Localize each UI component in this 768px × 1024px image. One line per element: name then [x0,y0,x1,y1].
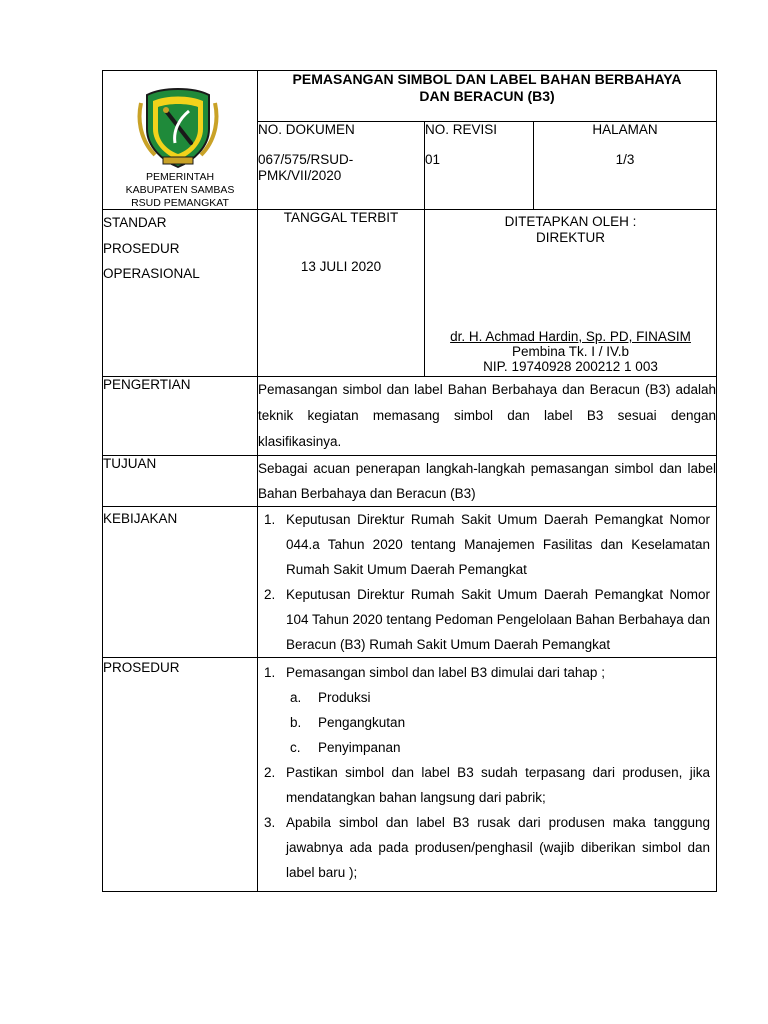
issued-date-cell [258,210,425,377]
title-line-2: DAN BERACUN (B3) [419,88,555,104]
doc-number-value-1: 067/575/RSUD- [258,152,354,167]
prosedur-step-text: Pemasangan simbol dan label B3 dimulai dari tahap ; [286,665,605,680]
substep-letter: a. [290,690,302,705]
prosedur-step [260,760,710,810]
substep-text: Produksi [318,690,371,705]
kebijakan-list [260,507,710,657]
prosedur-label: PROSEDUR [103,658,258,892]
sop-label-line-3: OPERASIONAL [103,266,200,281]
prosedur-substep [286,685,710,710]
issued-date: 13 JULI 2020 [300,259,382,274]
doc-number-value-2: PMK/VII/2020 [258,168,342,183]
kebijakan-item [260,507,710,582]
substep-text: Pengangkutan [318,715,406,730]
prosedur-substeps [286,685,710,760]
substep-letter: b. [290,715,302,730]
caption-line-3: RSUD PEMANGKAT [131,197,229,209]
sop-type-cell [103,210,258,377]
prosedur-step-text: Pastikan simbol dan label B3 sudah terpasang dari produsen, jika mendatangkan bahan langsung dari pabrik; [286,765,711,805]
caption-line-2: KABUPATEN SAMBAS [125,184,235,196]
doc-number-cell [258,122,425,210]
signatory-name: dr. H. Achmad Hardin, Sp. PD, FINASIM [450,329,691,344]
kebijakan-label: KEBIJAKAN [103,507,258,658]
logo-cell [103,71,258,210]
kebijakan-item [260,582,710,657]
page-label: HALAMAN [592,122,658,137]
approval-cell [425,210,717,377]
prosedur-substep [286,735,710,760]
prosedur-step [260,810,710,885]
sop-label-line-2: PROSEDUR [103,240,180,256]
document-title [258,71,717,122]
kebijakan-item-text: Keputusan Direktur Rumah Sakit Umum Daerah Pemangkat Nomor 044.a Tahun 2020 tentang Manajemen Fasilitas dan Keselamatan Rumah Sakit Umum Daerah Pemangkat [286,512,711,577]
caption-line-1: PEMERINTAH [145,171,215,183]
kebijakan-item-number: 1. [264,512,276,527]
prosedur-step-number: 3. [264,815,276,830]
institution-caption [103,171,257,210]
substep-text: Penyimpanan [318,740,401,755]
tujuan-text: Sebagai acuan penerapan langkah-langkah pemasangan simbol dan label Bahan Berbahaya dan Beracun (B3) [258,456,717,507]
sop-table [102,70,717,892]
page-cell [534,122,717,210]
sop-document [102,70,716,892]
kebijakan-item-number: 2. [264,587,276,602]
signatory-nip: NIP. 19740928 200212 1 003 [483,359,658,374]
sop-label-line-1: STANDAR [103,215,167,230]
pengertian-label: PENGERTIAN [103,377,258,456]
sambas-emblem-logo [133,81,223,171]
revision-cell [425,122,534,210]
doc-number-label: NO. DOKUMEN [258,122,355,137]
revision-label: NO. REVISI [425,122,498,137]
approval-role: DIREKTUR [536,230,606,245]
revision-value: 01 [425,152,441,167]
prosedur-step-number: 2. [264,765,276,780]
approval-label: DITETAPKAN OLEH : [504,214,637,229]
pengertian-text: Pemasangan simbol dan label Bahan Berbahaya dan Beracun (B3) adalah teknik kegiatan memasang simbol dan label B3 sesuai dengan klasifikasinya. [258,377,717,456]
prosedur-content [258,658,717,892]
issued-label: TANGGAL TERBIT [283,210,399,225]
prosedur-list [260,660,710,885]
kebijakan-item-text: Keputusan Direktur Rumah Sakit Umum Daerah Pemangkat Nomor 104 Tahun 2020 tentang Pedoman Pengelolaan Bahan Berbahaya dan Beracun (B3) Rumah Sakit Umum Daerah Pemangkat [286,587,711,652]
tujuan-label: TUJUAN [103,456,258,507]
kebijakan-content [258,507,717,658]
page-value: 1/3 [615,152,635,167]
signatory-rank: Pembina Tk. I / IV.b [511,344,630,359]
substep-letter: c. [290,740,301,755]
prosedur-step [260,660,710,760]
title-line-1: PEMASANGAN SIMBOL DAN LABEL BAHAN BERBAHAYA [292,71,682,87]
prosedur-step-number: 1. [264,665,276,680]
prosedur-step-text: Apabila simbol dan label B3 rusak dari produsen maka tanggung jawabnya ada pada produsen/penghasil (wajib diberikan simbol dan label baru ); [286,815,711,880]
prosedur-substep [286,710,710,735]
